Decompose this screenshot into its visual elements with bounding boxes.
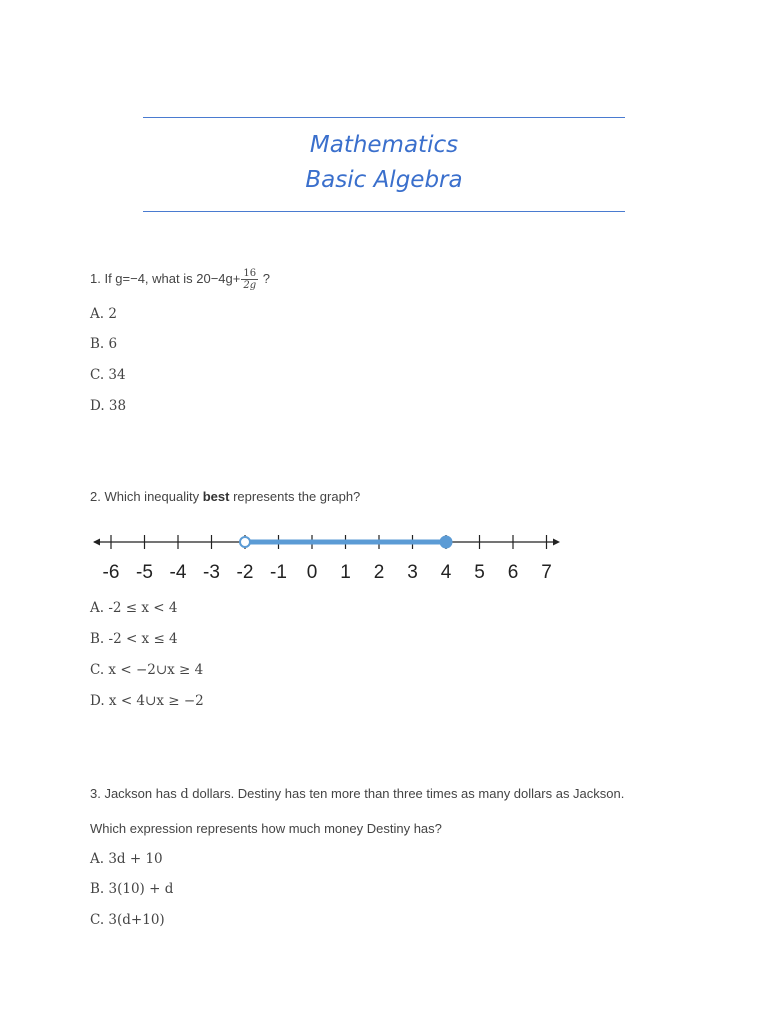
tick-label: 1 bbox=[340, 562, 351, 583]
q3-option-b[interactable]: B. 3(10) + d bbox=[90, 881, 174, 897]
q1-option-d[interactable]: D. 38 bbox=[90, 398, 127, 414]
right-arrow-icon bbox=[553, 539, 560, 546]
fraction-numerator: 16 bbox=[243, 268, 257, 279]
tick-label: -1 bbox=[270, 562, 287, 583]
tick-label: -6 bbox=[102, 562, 120, 583]
tick-label: -3 bbox=[203, 562, 220, 583]
q2-option-b[interactable]: B. -2 < x ≤ 4 bbox=[90, 631, 178, 647]
q3-option-c[interactable]: C. 3(d+10) bbox=[90, 912, 165, 928]
number-line-graph bbox=[88, 525, 568, 585]
fraction-denominator: 2g bbox=[243, 280, 257, 291]
header-top-rule bbox=[143, 117, 625, 118]
page-title: Mathematics bbox=[309, 132, 459, 158]
q3-option-a[interactable]: A. 3d + 10 bbox=[90, 851, 163, 867]
q1-option-c[interactable]: C. 34 bbox=[90, 367, 126, 383]
tick-label: -5 bbox=[136, 562, 153, 583]
question-3-line-1 bbox=[90, 786, 624, 802]
question-1-fraction bbox=[241, 268, 258, 291]
question-3-line-2: Which expression represents how much money Destiny has? bbox=[90, 821, 442, 836]
q1-option-a[interactable]: A. 2 bbox=[90, 306, 117, 322]
tick-label: 7 bbox=[541, 562, 552, 583]
tick-label: 3 bbox=[407, 562, 418, 583]
open-endpoint bbox=[240, 537, 250, 547]
tick-label: 4 bbox=[440, 562, 452, 583]
question-1-suffix: ? bbox=[259, 270, 270, 286]
q2-option-a[interactable]: A. -2 ≤ x < 4 bbox=[90, 600, 178, 616]
question-2-prefix: 2. Which inequality bbox=[90, 489, 203, 504]
question-1-prefix: 1. If g=−4, what is 20−4g+ bbox=[90, 270, 241, 286]
tick-label: -2 bbox=[236, 562, 254, 583]
left-arrow-icon bbox=[93, 539, 100, 546]
tick-label: 2 bbox=[373, 562, 385, 583]
tick-label: 0 bbox=[306, 562, 318, 583]
q2-option-d[interactable]: D. x < 4∪x ≥ −2 bbox=[90, 693, 204, 709]
tick-label: 6 bbox=[507, 562, 519, 583]
question-2-emphasis: best bbox=[202, 489, 230, 504]
q2-option-c[interactable]: C. x < −2∪x ≥ 4 bbox=[90, 662, 204, 678]
question-2 bbox=[90, 489, 360, 504]
question-3-prefix: 3. Jackson has bbox=[90, 786, 181, 801]
question-3-suffix: dollars. Destiny has ten more than three times as many dollars as Jackson. bbox=[188, 786, 625, 801]
question-2-suffix: represents the graph? bbox=[229, 489, 361, 504]
question-1 bbox=[90, 268, 270, 291]
tick-label: 5 bbox=[474, 562, 485, 583]
question-3-variable: d bbox=[180, 787, 189, 802]
page-subtitle: Basic Algebra bbox=[305, 167, 463, 193]
q1-option-b[interactable]: B. 6 bbox=[90, 336, 118, 352]
tick-label: -4 bbox=[169, 562, 187, 583]
header-bottom-rule bbox=[143, 211, 625, 212]
closed-endpoint bbox=[441, 537, 452, 548]
